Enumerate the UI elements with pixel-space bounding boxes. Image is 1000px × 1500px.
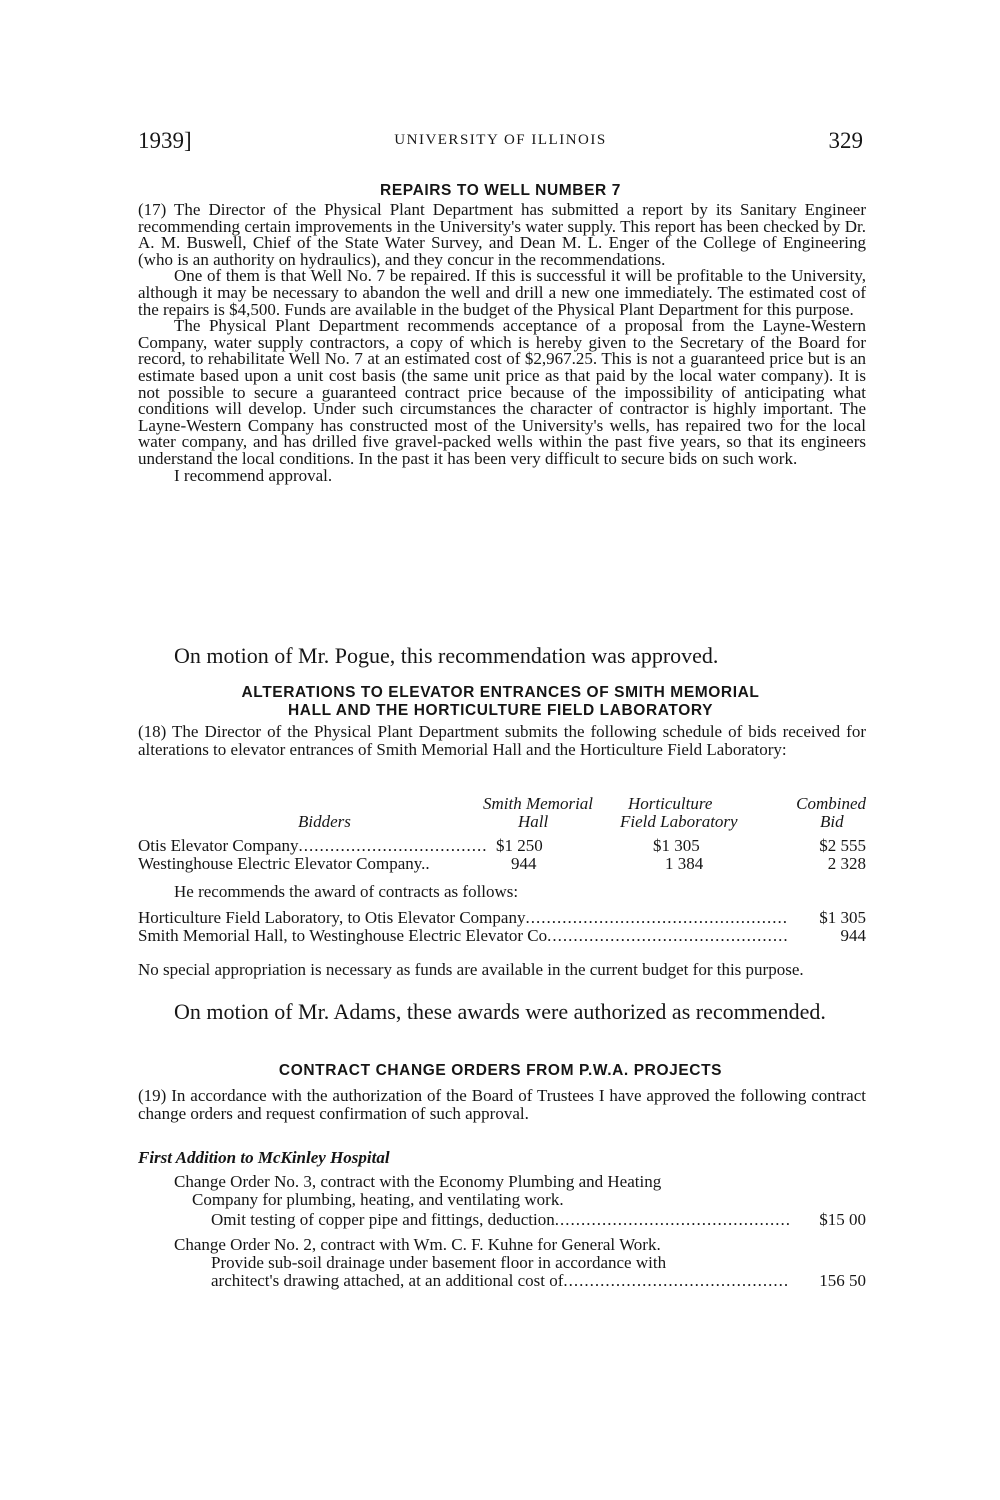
item-label: architect's drawing attached, at an additional cost of: [211, 1271, 564, 1290]
award-row: [138, 927, 788, 944]
paragraph-17: (17) The Director of the Physical Plant Department has submitted a report by its Sanitary Engineer recommending certain improvements in the University's water supply. This report has been checked by Dr. A. M. Buswell, Chief of the State Water Survey, and Dean M. L. Enger of the College of Engineering (who is an authority on hydraulics), and they concur in the recommendations.: [138, 200, 866, 269]
heading-line-2: HALL AND THE HORTICULTURE FIELD LABORATORY: [287, 702, 714, 719]
change-order-2-line1: Change Order No. 2, contract with Wm. C. F. Kuhne for General Work.: [174, 1235, 661, 1254]
subheading-mckinley: First Addition to McKinley Hospital: [138, 1148, 390, 1167]
publication-title: UNIVERSITY OF ILLINOIS: [394, 132, 607, 148]
table-row: [138, 837, 488, 854]
paragraph-19: (19) In accordance with the authorization of the Board of Trustees I have approved the following contract change orders and request confirmation of such approval.: [138, 1086, 866, 1123]
section-heading-well-repairs: REPAIRS TO WELL NUMBER 7: [380, 182, 621, 199]
bidder-name: Otis Elevator Company: [138, 836, 299, 855]
motion-adams: On motion of Mr. Adams, these awards were authorized as recommended.: [174, 999, 826, 1024]
header-hall: Hall: [518, 812, 549, 831]
running-head: [138, 128, 863, 158]
year-label: 1939]: [138, 128, 192, 153]
cell-horticulture: $1 305: [653, 836, 700, 855]
bidder-name: Westinghouse Electric Elevator Company..: [138, 854, 430, 873]
heading-line-1: ALTERATIONS TO ELEVATOR ENTRANCES OF SMITH MEMORIAL: [241, 684, 760, 701]
cell-smith: $1 250: [496, 836, 543, 855]
paragraph-recommend: I recommend approval.: [174, 465, 333, 485]
paragraph-layne-western: The Physical Plant Department recommends acceptance of a proposal from the Layne-Western Company, water supply contractors, a copy of which is hereby given to the Secretary of the Board for record, to rehabilitate Well No. 7 at an estimated cost of $2,967.25. This is not a guaranteed price but is an estimate based upon a unit cost basis (the same unit price as that paid by the local water company). It is not possible to secure a guaranteed contract price because of the impossibility of anticipating what conditions will develop. Under such circumstances the character of contractor is highly important. The Layne-Western Company has constructed most of the University's wells, has repaired two for the local water company, and has drilled five gravel-packed wells within the past five years, so that its engineers understand the local conditions. In the past it has been very difficult to secure bids on such work.: [138, 316, 866, 468]
change-order-3-item: [211, 1211, 789, 1228]
change-order-3-line1: Change Order No. 3, contract with the Economy Plumbing and Heating: [174, 1172, 662, 1191]
change-order-2-item: [211, 1272, 789, 1289]
item-label: Omit testing of copper pipe and fittings, deduction: [211, 1210, 555, 1229]
award-intro: He recommends the award of contracts as follows:: [174, 882, 519, 901]
section-heading-elevator: [138, 684, 863, 720]
section-heading-change-orders: CONTRACT CHANGE ORDERS FROM P.W.A. PROJECTS: [278, 1062, 723, 1079]
award-label: Horticulture Field Laboratory, to Otis Elevator Company: [138, 908, 526, 927]
award-label: Smith Memorial Hall, to Westinghouse Electric Elevator Co: [138, 926, 548, 945]
cell-combined: 2 328: [827, 854, 866, 873]
award-row: [138, 909, 788, 926]
header-bidders: Bidders: [298, 812, 351, 831]
header-horticulture: Horticulture: [628, 794, 713, 813]
item-amount: 156 50: [819, 1271, 866, 1290]
cell-horticulture: 1 384: [665, 854, 704, 873]
change-order-2: [174, 1236, 666, 1271]
change-order-3-line2: Company for plumbing, heating, and ventilating work.: [192, 1189, 564, 1209]
header-bid: Bid: [820, 812, 844, 831]
award-amount: 944: [840, 926, 866, 945]
paragraph-18: (18) The Director of the Physical Plant Department submits the following schedule of bids received for alterations to elevator entrances of Smith Memorial Hall and the Horticulture Field Laboratory:: [138, 722, 866, 759]
header-smith-memorial: Smith Memorial: [483, 794, 594, 813]
header-field-laboratory: Field Laboratory: [620, 812, 738, 831]
paragraph-appropriation: No special appropriation is necessary as funds are available in the current budget for this purpose.: [138, 960, 804, 979]
change-order-3: [174, 1173, 661, 1208]
header-combined: Combined: [796, 794, 866, 813]
section-well-repairs-body: [138, 202, 866, 484]
table-row: [138, 855, 430, 872]
paragraph-well-repair: One of them is that Well No. 7 be repaired. If this is successful it will be profitable to the University, although it may be necessary to abandon the well and drill a new one immediately. The estimated cost of the repairs is $4,500. Funds are available in the budget of the Physical Plant Department for this purpose.: [138, 266, 866, 319]
bids-table: [138, 795, 866, 875]
change-order-2-line2: Provide sub-soil drainage under basement floor in accordance with: [211, 1252, 667, 1272]
cell-smith: 944: [511, 854, 537, 873]
page-number: 329: [828, 128, 863, 153]
award-amount: $1 305: [819, 908, 866, 927]
cell-combined: $2 555: [819, 836, 866, 855]
item-amount: $15 00: [819, 1210, 866, 1229]
motion-pogue: On motion of Mr. Pogue, this recommendation was approved.: [174, 643, 719, 668]
